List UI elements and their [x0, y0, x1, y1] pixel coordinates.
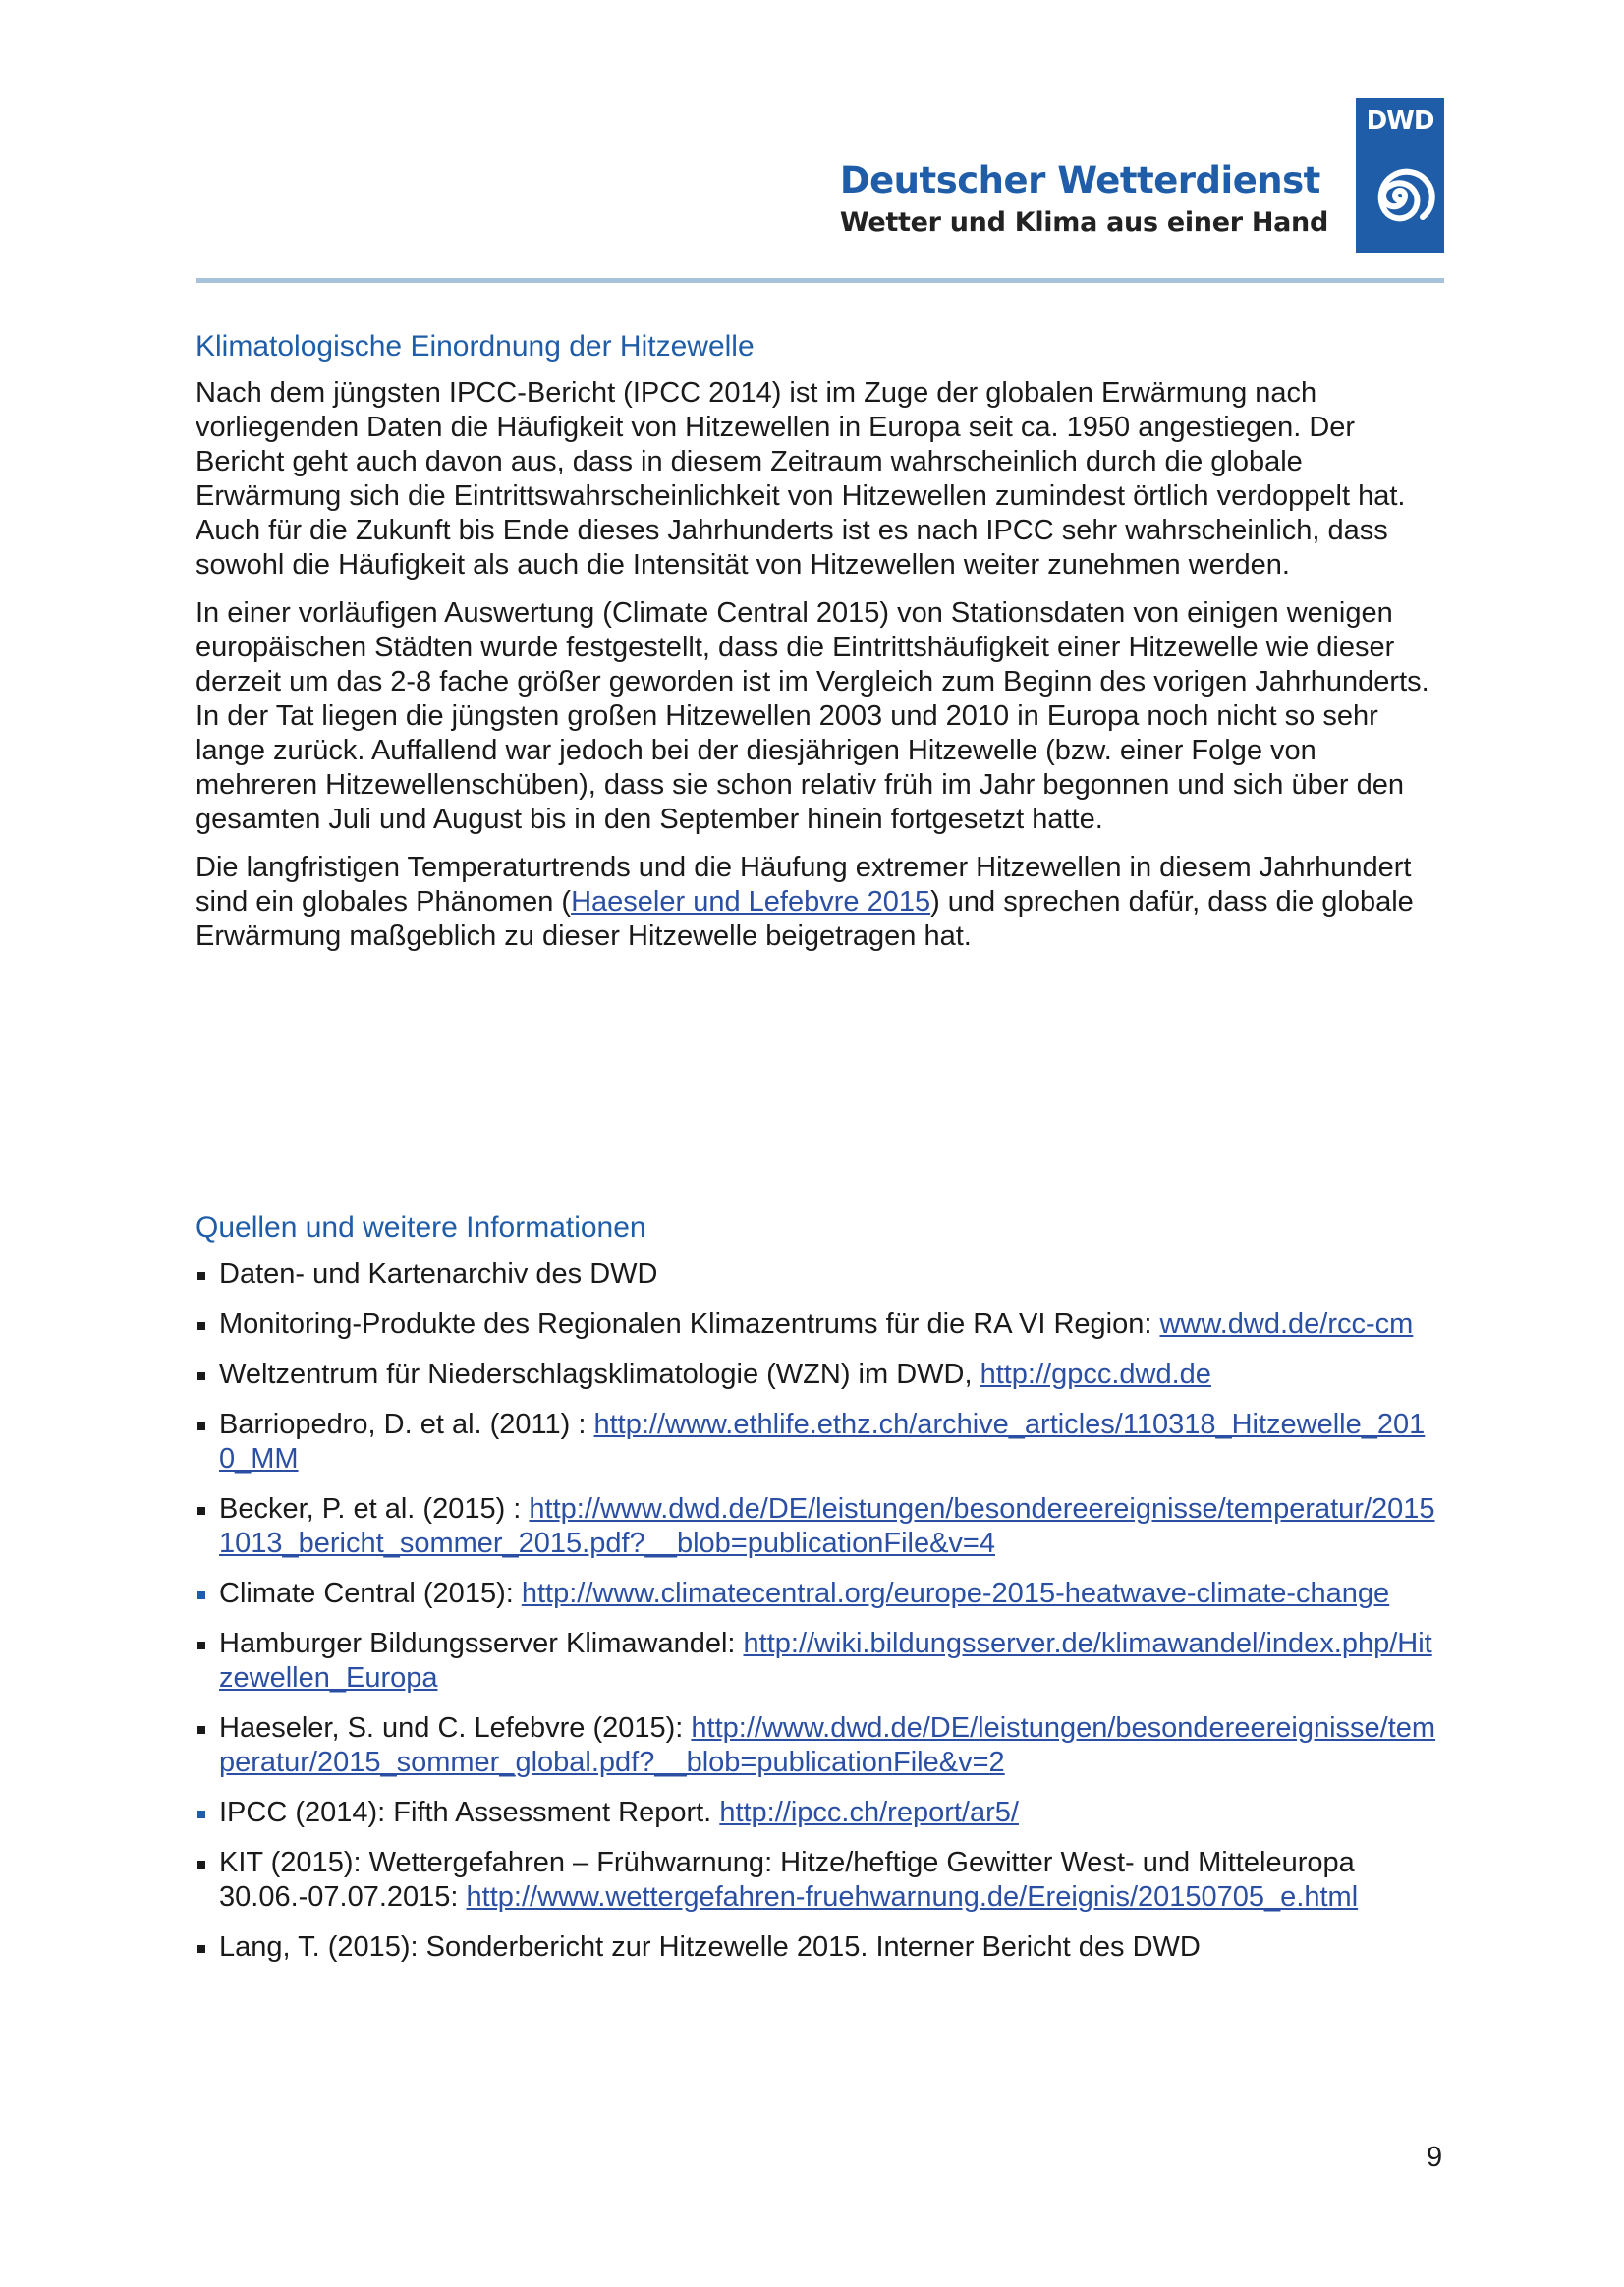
haeseler-link[interactable]: Haeseler und Lefebvre 2015	[571, 886, 931, 918]
bullet-icon	[197, 1422, 205, 1430]
logo-text: DWD	[1366, 106, 1434, 136]
source-item	[196, 1408, 1438, 1477]
source-item	[196, 1358, 1438, 1392]
source-link[interactable]: http://www.wettergefahren-fruehwarnung.de/Ereignis/20150705_e.html	[466, 1881, 1359, 1913]
dwd-logo	[1356, 98, 1444, 253]
section-climatology	[196, 327, 1438, 968]
source-text: Hamburger Bildungsserver Klimawandel:	[219, 1628, 744, 1659]
source-item	[196, 1577, 1438, 1611]
bullet-icon	[197, 1726, 205, 1734]
source-link[interactable]: http://wiki.bildungsserver.de/klimawandel/index.php/Hitzewellen_Europa	[219, 1628, 1432, 1694]
source-item	[196, 1492, 1438, 1561]
source-link[interactable]: http://www.ethlife.ethz.ch/archive_articles/110318_Hitzewelle_2010_MM	[219, 1409, 1426, 1475]
source-item	[196, 1308, 1438, 1342]
paragraph-3-text-b: ) und sprechen dafür, dass die globale Erwärmung maßgeblich zu dieser Hitzewelle beigetragen hat.	[196, 886, 1414, 952]
brand-tagline: Wetter und Klima aus einer Hand	[839, 207, 1328, 238]
page-header	[196, 98, 1444, 285]
bullet-icon	[197, 1945, 205, 1953]
bullet-icon	[197, 1507, 205, 1515]
source-text: Monitoring-Produkte des Regionalen Klimazentrums für die RA VI Region:	[219, 1309, 1160, 1340]
source-item	[196, 1627, 1438, 1696]
source-link[interactable]: http://gpcc.dwd.de	[980, 1359, 1211, 1390]
source-text: Daten- und Kartenarchiv des DWD	[219, 1258, 658, 1290]
source-text: Climate Central (2015):	[219, 1578, 522, 1609]
source-item	[196, 1257, 1438, 1292]
bullet-icon	[197, 1811, 205, 1818]
section-title: Klimatologische Einordnung der Hitzewelle	[196, 330, 755, 363]
source-text: Lang, T. (2015): Sonderbericht zur Hitzewelle 2015. Interner Bericht des DWD	[219, 1931, 1201, 1963]
page-number: 9	[1427, 2142, 1443, 2173]
paragraph-1: Nach dem jüngsten IPCC-Bericht (IPCC 2014) ist im Zuge der globalen Erwärmung nach vorliegenden Daten die Häufigkeit von Hitzewellen in Europa seit ca. 1950 angestiegen. Der Bericht geht auch davon aus, dass in diesem Zeitraum wahrscheinlich durch die globale Erwärmung sich die Eintrittswahrscheinlichkeit von Hitzewellen zumindest örtlich verdoppelt hat. Auch für die Zukunft bis Ende dieses Jahrhunderts ist es nach IPCC sehr wahrscheinlich, dass sowohl die Häufigkeit als auch die Intensität von Hitzewellen weiter zunehmen werden.	[196, 377, 1406, 581]
paragraph-3-text-a: Die langfristigen Temperaturtrends und die Häufung extremer Hitzewellen in diesem Jahrhundert sind ein globales Phänomen (	[196, 852, 1412, 918]
source-link[interactable]: http://ipcc.ch/report/ar5/	[719, 1797, 1019, 1828]
brand-block	[840, 159, 1328, 238]
bullet-icon	[197, 1642, 205, 1649]
section-title: Quellen und weitere Informationen	[196, 1211, 646, 1244]
bullet-icon	[197, 1322, 205, 1330]
bullet-icon	[197, 1372, 205, 1380]
source-link[interactable]: http://www.dwd.de/DE/leistungen/besondereereignisse/temperatur/2015_sommer_global.pdf?__blob=publicationFile&v=2	[219, 1712, 1436, 1778]
paragraph-2: In einer vorläufigen Auswertung (Climate Central 2015) von Stationsdaten von einigen wenigen europäischen Städten wurde festgestellt, dass die Eintrittshäufigkeit einer Hitzewelle wie dieser derzeit um das 2-8 fache größer geworden ist im Vergleich zum Beginn des vorigen Jahrhunderts. In der Tat liegen die jüngsten großen Hitzewellen 2003 und 2010 in Europa noch nicht so sehr lange zurück. Auffallend war jedoch bei der diesjährigen Hitzewelle (bzw. einer Folge von mehreren Hitzewellenschüben), dass sie schon relativ früh im Jahr begonnen und sich über den gesamten Juli und August bis in den September hinein fortgesetzt hatte.	[196, 597, 1429, 835]
sources-list	[196, 1257, 1438, 1965]
source-item	[196, 1846, 1438, 1915]
source-link[interactable]: http://www.climatecentral.org/europe-2015-heatwave-climate-change	[521, 1578, 1390, 1609]
source-link[interactable]: www.dwd.de/rcc-cm	[1159, 1309, 1414, 1340]
header-rule	[196, 278, 1444, 283]
source-item	[196, 1930, 1438, 1965]
source-text: Haeseler, S. und C. Lefebvre (2015):	[219, 1712, 692, 1744]
source-text: Weltzentrum für Niederschlagsklimatologie (WZN) im DWD,	[219, 1359, 980, 1390]
source-link[interactable]: http://www.dwd.de/DE/leistungen/besondereereignisse/temperatur/20151013_bericht_sommer_2015.pdf?__blob=publicationFile&v=4	[219, 1493, 1435, 1559]
source-item	[196, 1711, 1438, 1780]
bullet-icon	[197, 1272, 205, 1280]
spiral-icon	[1362, 153, 1438, 248]
bullet-icon	[197, 1591, 205, 1599]
brand-name: Deutscher Wetterdienst	[839, 159, 1320, 201]
source-item	[196, 1796, 1438, 1830]
paragraph-3	[196, 851, 1438, 954]
source-text: IPCC (2014): Fifth Assessment Report.	[219, 1797, 720, 1828]
section-sources	[196, 1208, 1438, 1980]
source-text: Barriopedro, D. et al. (2011) :	[219, 1409, 594, 1440]
bullet-icon	[197, 1861, 205, 1869]
source-text: KIT (2015): Wettergefahren – Frühwarnung: Hitze/heftige Gewitter West- und Mitteleuropa 30.06.-07.07.2015:	[219, 1847, 1355, 1913]
source-text: Becker, P. et al. (2015) :	[219, 1493, 530, 1525]
